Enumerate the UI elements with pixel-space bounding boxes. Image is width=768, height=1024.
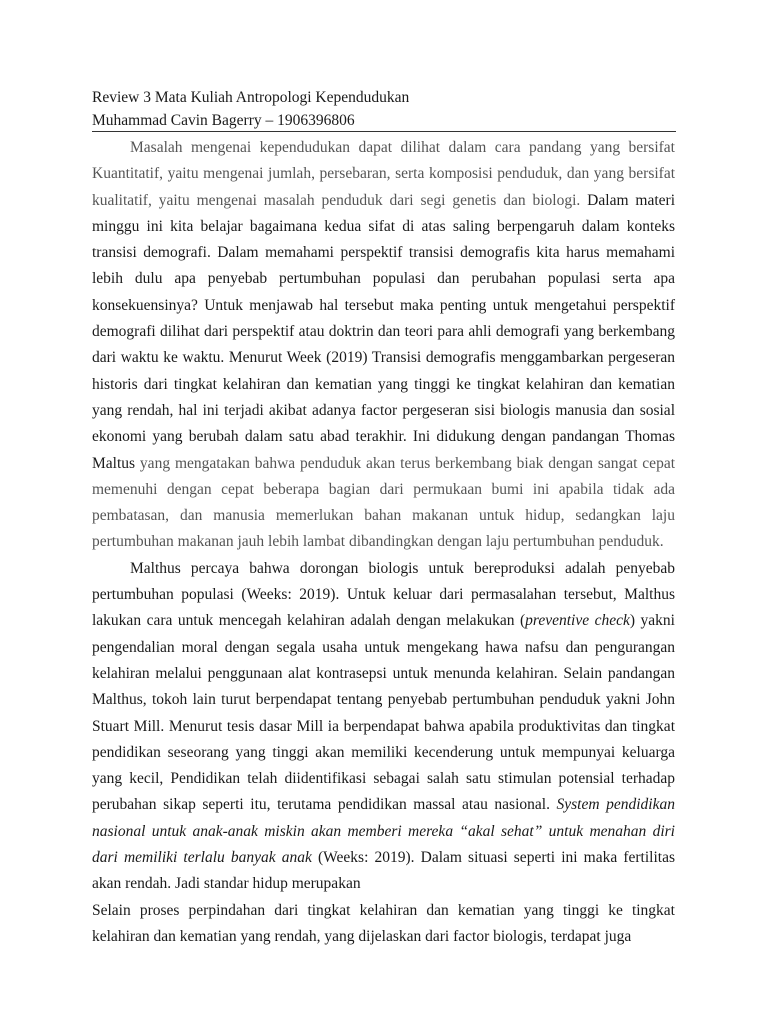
paragraph-2-part-1: Malthus percaya bahwa dorongan biologis untuk bereproduksi adalah penyebab pertumbuhan populasi (Weeks: 2019). Untuk keluar dari permasalahan tersebut, Malthus lakukan cara untuk mencegah kelahiran adalah dengan melakukan ( [92, 559, 675, 630]
paragraph-2-part-3: (Weeks: 2019). Dalam situasi seperti ini maka fertilitas akan rendah. Jadi standar hidup merupakan [92, 849, 675, 893]
header-divider [92, 131, 676, 132]
document-title: Review 3 Mata Kuliah Antropologi Kependudukan [92, 89, 410, 106]
paragraph-2-italic-1: preventive check [525, 612, 630, 630]
paragraph-1-part-2: Dalam materi minggu ini kita belajar bagaimana kedua sifat di atas saling berpengaruh dalam konteks transisi demografi. Dalam memahami perspektif transisi demografis kita harus memahami lebih dulu apa penyebab pertumbuhan populasi dan perubahan populasi serta apa konsekuensinya? Untuk menjawab hal tersebut maka penting untuk mengetahui perspektif demografi dilihat dari perspektif atau doktrin dan teori para ahli demografi yang berkembang dari waktu ke waktu. Menurut Week (2019) Transisi demografis menggambarkan pergeseran historis dari tingkat kelahiran dan kematian yang tinggi ke tingkat kelahiran dan kematian yang rendah, hal ini terjadi akibat adanya factor pergeseran sisi biologis manusia dan sosial ekonomi yang berubah dalam satu abad terakhir. Ini didukung dengan pandangan Thomas Maltus [92, 191, 675, 472]
document-header [92, 86, 675, 132]
paragraph-2-italic-2: System pendidikan nasional untuk anak-anak miskin akan memberi mereka “akal sehat” untuk menahan diri dari memiliki terlalu banyak anak [92, 796, 675, 867]
paragraph-1-part-1: Masalah mengenai kependudukan dapat dilihat dalam cara pandang yang bersifat Kuantitatif, yaitu mengenai jumlah, persebaran, serta komposisi penduduk, dan yang bersifat kualitatif, yaitu mengenai masalah penduduk dari segi genetis dan biologi. [92, 139, 675, 209]
document-body [92, 135, 675, 950]
paragraph-3: Selain proses perpindahan dari tingkat kelahiran dan kematian yang tinggi ke tingkat kelahiran dan kematian yang rendah, yang dijelaskan dari factor biologis, terdapat juga [92, 901, 675, 945]
paragraph-1-part-3: yang mengatakan bahwa penduduk akan terus berkembang biak dengan sangat cepat memenuhi dengan cepat beberapa bagian dari permukaan bumi ini apabila tidak ada pembatasan, dan manusia memerlukan bahan makanan untuk hidup, sedangkan laju pertumbuhan makanan jauh lebih lambat dibandingkan dengan laju pertumbuhan penduduk. [92, 454, 675, 551]
paragraph-2-part-2: ) yakni pengendalian moral dengan segala usaha untuk mengekang hawa nafsu dan pengurangan kelahiran melalui penggunaan alat kontrasepsi untuk menunda kelahiran. Selain pandangan Malthus, tokoh lain turut berpendapat tentang penyebab pertumbuhan penduduk yakni John Stuart Mill. Menurut tesis dasar Mill ia berpendapat bahwa apabila produktivitas dan tingkat pendidikan seseorang yang tinggi akan memiliki kecenderung untuk mempunyai keluarga yang kecil, Pendidikan telah diidentifikasi sebagai salah satu stimulan potensial terhadap perubahan sikap seperti itu, terutama pendidikan massal atau nasional. [92, 612, 675, 814]
paragraph-1 [92, 135, 675, 556]
paragraph-2 [92, 556, 675, 898]
author-line: Muhammad Cavin Bagerry – 1906396806 [92, 112, 355, 129]
